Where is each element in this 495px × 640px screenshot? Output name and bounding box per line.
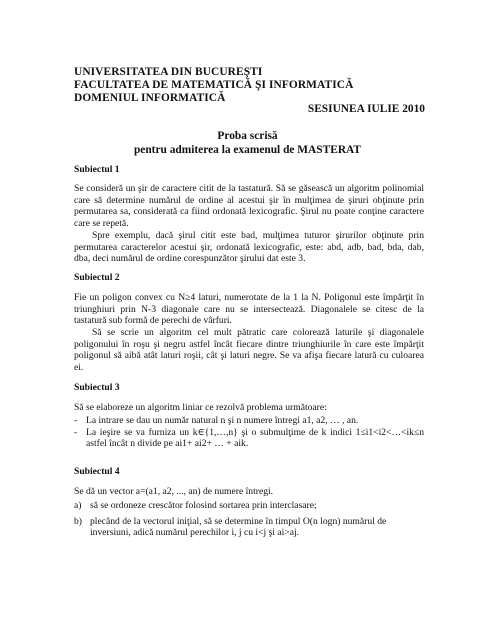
list-item [74, 500, 424, 512]
list-marker: b) [74, 515, 82, 527]
list-item [74, 427, 424, 450]
subject-4-list [74, 500, 424, 543]
exam-title: Proba scrisă [217, 130, 278, 142]
subject-3-heading: Subiectul 3 [74, 382, 120, 393]
domain-name: DOMENIUL INFORMATICĂ [74, 92, 226, 104]
list-item [74, 516, 424, 539]
session-label: SESIUNEA IULIE 2010 [307, 103, 425, 115]
subject-2-paragraph-1: Fie un poligon convex cu N≥4 laturi, numerotate de la 1 la N. Poligonul este împărţit în triunghiuri prin N-3 diagonale care nu se intersectează. Diagonalele se citesc de la tastatură sub formă de perechi de vârfuri. [74, 292, 424, 327]
subject-4-intro: Se dă un vector a=(a1, a2, ..., an) de numere întregi. [74, 486, 274, 497]
subject-1-paragraph-1: Se consideră un şir de caractere citit de la tastatură. Să se găsească un algoritm polinomial care să determine numărul de ordine al acestui şir în mulţimea de şiruri obţinute prin permutarea sa, considerată ca fiind ordonată lexicografic. Şirul nu poate conţine caractere care se repetă. [74, 183, 424, 229]
list-text: plecând de la vectorul iniţial, să se determine în timpul O(n logn) numărul de inversiuni, adică numărul perechilor i, j cu i<j şi ai>aj. [90, 515, 387, 539]
subject-3-intro: Să se elaboreze un algoritm liniar ce rezolvă problema următoare: [74, 402, 327, 413]
faculty-name: FACULTATEA DE MATEMATICĂ ŞI INFORMATICĂ [74, 79, 354, 91]
subject-1-paragraph-2: Spre exemplu, dacă şirul citit este bad, mulţimea tuturor şirurilor obţinute prin permutarea caracterelor acestui şir, ordonată lexicografic, este: abd, adb, bad, bda, dab, dba, deci numărul de ordine corespunzător şirului dat este 3. [74, 230, 424, 265]
bullet-marker: - [74, 426, 78, 438]
subject-3-bullets [74, 415, 424, 450]
exam-subtitle: pentru admiterea la examenul de MASTERAT [133, 144, 362, 156]
bullet-text: La ieşire se va furniza un k∈{1,…,n} şi o submulţime de k indici 1≤i1<i2<…<ik≤n astfel încât n divide pe ai1+ ai2+ … + aik. [86, 426, 424, 450]
list-text: să se ordoneze crescător folosind sortarea prin interclasare; [90, 500, 317, 511]
subject-4-heading: Subiectul 4 [74, 466, 120, 477]
bullet-text: La intrare se dau un număr natural n şi n numere întregi a1, a2, … , an. [86, 415, 359, 426]
subject-2-paragraph-2: Să se scrie un algoritm cel mult pătratic care colorează laturile şi diagonalele poligonului în roşu şi negru astfel încât fiecare dintre triunghiurile în care este împărţit poligonul să aibă atât laturi roşii, cât şi laturi negre. Se va afişa fiecare latură cu culoarea ei. [74, 327, 424, 373]
bullet-marker: - [74, 415, 78, 426]
list-marker: a) [74, 500, 82, 511]
subject-2-heading: Subiectul 2 [74, 272, 120, 283]
subject-1-heading: Subiectul 1 [74, 164, 120, 175]
university-name: UNIVERSITATEA DIN BUCUREŞTI [74, 66, 263, 78]
list-item [74, 415, 424, 427]
